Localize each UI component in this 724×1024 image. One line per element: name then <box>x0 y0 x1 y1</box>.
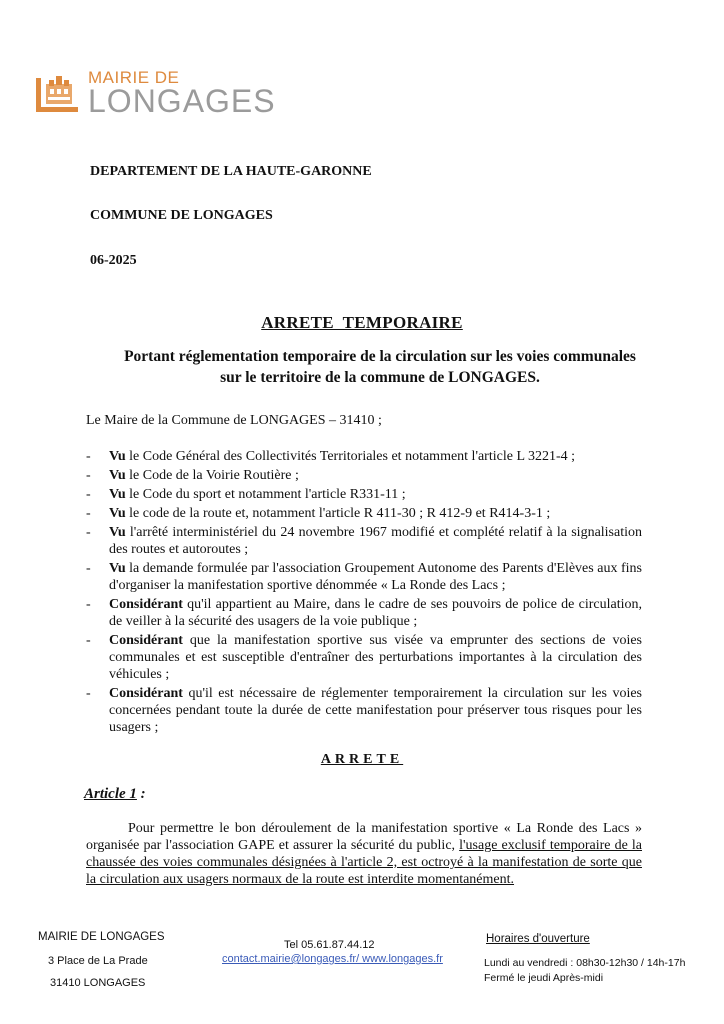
article-1-label: Article 1 <box>84 786 137 802</box>
footer-hours-title: Horaires d'ouverture <box>486 933 590 945</box>
article-1-text-plain: Pour permettre le bon déroulement de la manifestation sportive « La Ronde des Lacs » organisée par l'association GAPE et assurer la sécurité du public, <box>86 821 642 853</box>
arrete-heading: ARRETE <box>320 752 404 767</box>
footer-address-line2: 31410 LONGAGES <box>50 977 146 989</box>
footer-address-line1: 3 Place de La Prade <box>48 955 148 967</box>
intro-line: Le Maire de la Commune de LONGAGES – 31410 ; <box>86 413 382 428</box>
clause-lead: Vu <box>109 487 126 502</box>
commune-heading: COMMUNE DE LONGAGES <box>90 208 273 223</box>
footer-hours-line1: Lundi au vendredi : 08h30-12h30 / 14h-17h <box>484 957 686 969</box>
article-1-text <box>86 820 642 888</box>
clause-dash: - <box>86 487 91 502</box>
clause-dash: - <box>86 525 91 540</box>
clause-item <box>86 486 642 503</box>
article-1-colon: : <box>136 786 146 802</box>
logo-line2: LONGAGES <box>88 83 276 119</box>
clause-dash: - <box>86 633 91 648</box>
clause-item <box>86 560 642 594</box>
clause-text: la demande formulée par l'association Groupement Autonome des Parents d'Elèves aux fins d'organiser la manifestation sportive dénommée « La Ronde des Lacs ; <box>109 561 642 593</box>
clause-lead: Considérant <box>109 633 183 648</box>
clause-lead: Vu <box>109 506 126 521</box>
clause-text: que la manifestation sportive sus visée va emprunter des sections de voies communales et est susceptible d'entraîner des perturbations importantes à la circulation des véhicules ; <box>109 633 642 682</box>
clause-dash: - <box>86 468 91 483</box>
mairie-logo <box>34 68 304 120</box>
clause-item <box>86 685 642 736</box>
footer-telephone: Tel 05.61.87.44.12 <box>284 939 375 951</box>
footer-hours-line2: Fermé le jeudi Après-midi <box>484 972 604 984</box>
clause-lead: Considérant <box>109 686 183 701</box>
clause-lead: Vu <box>109 525 126 540</box>
clause-dash: - <box>86 597 91 612</box>
clause-lead: Vu <box>109 561 126 576</box>
town-hall-logo-icon <box>34 70 80 116</box>
article-1-heading <box>84 786 146 803</box>
clause-item <box>86 505 642 522</box>
clause-item <box>86 448 642 465</box>
department-heading: DEPARTEMENT DE LA HAUTE-GARONNE <box>90 164 372 179</box>
clause-text: le Code du sport et notamment l'article R331-11 ; <box>125 487 406 502</box>
clause-dash: - <box>86 561 91 576</box>
reference-number: 06-2025 <box>90 253 137 268</box>
clause-item <box>86 596 642 630</box>
clause-item <box>86 524 642 558</box>
clause-text: le Code Général des Collectivités Territoriales et notamment l'article L 3221-4 ; <box>125 449 576 464</box>
clause-lead: Vu <box>109 468 126 483</box>
clauses-list <box>86 448 642 738</box>
clause-item <box>86 467 642 484</box>
clause-item <box>86 632 642 683</box>
clause-lead: Vu <box>109 449 126 464</box>
clause-text: le code de la route et, notamment l'article R 411-30 ; R 412-9 et R414-3-1 ; <box>125 506 551 521</box>
article-1-text-underlined: l'usage exclusif temporaire de la chaussée des voies communales désignées à l'article 2, est octroyé à la manifestation de sorte que la circulation aux usagers normaux de la route est interdite momentanément. <box>86 838 642 887</box>
logo-line1: MAIRIE DE <box>88 68 180 87</box>
clause-dash: - <box>86 449 91 464</box>
clause-dash: - <box>86 686 91 701</box>
clause-text: qu'il est nécessaire de réglementer temporairement la circulation sur les voies concernées pendant toute la durée de cette manifestation pour préserver tous risques pour les usagers ; <box>109 686 642 735</box>
footer-contact-link[interactable]: contact.mairie@longages.fr/ www.longages.fr <box>222 953 443 965</box>
document-title: ARRETE TEMPORAIRE <box>261 313 463 332</box>
document-subtitle: Portant réglementation temporaire de la circulation sur les voies communales sur le territoire de la commune de LONGAGES. <box>124 348 636 386</box>
clause-dash: - <box>86 506 91 521</box>
clause-lead: Considérant <box>109 597 183 612</box>
clause-text: l'arrêté interministériel du 24 novembre 1967 modifié et complété relatif à la signalisation des routes et autoroutes ; <box>109 525 642 557</box>
clause-text: qu'il appartient au Maire, dans le cadre de ses pouvoirs de police de circulation, de veiller à la sécurité des usagers de la voie publique ; <box>109 597 642 629</box>
footer-mairie-name: MAIRIE DE LONGAGES <box>38 931 165 943</box>
clause-text: le Code de la Voirie Routière ; <box>125 468 299 483</box>
